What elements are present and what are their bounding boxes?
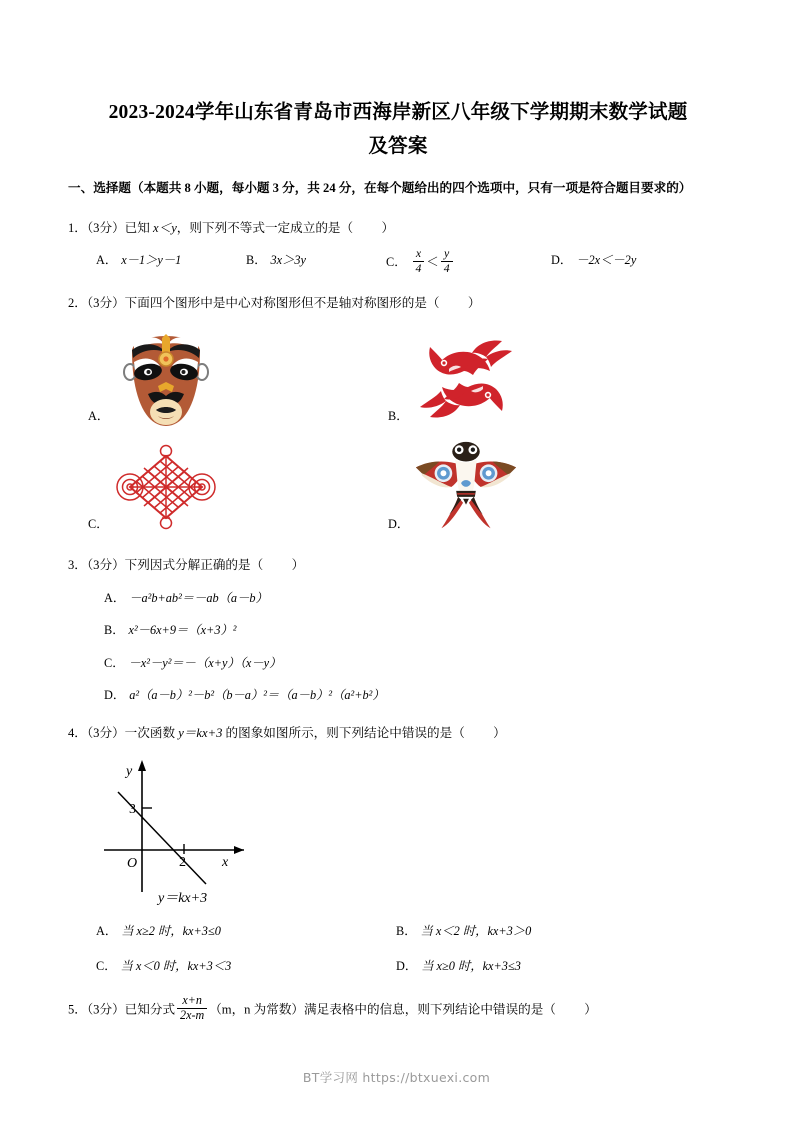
- q1-option-b-text: 3x＞3y: [270, 253, 307, 268]
- q1-math: x＜y: [153, 221, 177, 236]
- q2-figure-c-label: C．: [88, 517, 109, 532]
- q1-option-d[interactable]: [551, 249, 636, 272]
- q3-option-b-label: B．: [104, 623, 125, 638]
- q5-text-before: 已知分式: [124, 1002, 176, 1017]
- chinese-knot-icon: [112, 435, 220, 539]
- q4-option-a[interactable]: [96, 920, 396, 943]
- q4-text-before: 一次函数: [124, 726, 179, 741]
- q1-frac-relation: ＜: [426, 255, 439, 270]
- page-title: [68, 96, 728, 164]
- svg-text:2: 2: [179, 855, 186, 871]
- q3-option-d-label: D．: [104, 687, 126, 702]
- title-line-1: 2023-2024学年山东省青岛市西海岸新区八年级下学期期末数学试题: [108, 102, 688, 123]
- q4-option-c-text: 当 x＜0 时，kx+3＜3: [120, 958, 232, 973]
- q4-option-d-text: 当 x≥0 时，kx+3≤3: [421, 958, 521, 973]
- section-header: 一、选择题（本题共 8 小题，每小题 3 分，共 24 分，在每个题给出的四个选项中，只有一项是符合题目要求的）: [68, 181, 692, 196]
- q3-option-a-text: －a²b+ab²＝－ab（a－b）: [129, 590, 268, 605]
- swallow-kite-icon: [412, 435, 520, 539]
- peking-opera-mask-icon: [112, 327, 220, 431]
- q1-option-b[interactable]: [246, 249, 386, 272]
- q2-paren-close: ）: [467, 296, 481, 311]
- question-4-stem: [68, 721, 728, 746]
- q1-frac2-num: y: [441, 247, 453, 262]
- question-4: [68, 721, 728, 978]
- q2-figure-a[interactable]: [88, 323, 388, 431]
- svg-text:y: y: [126, 764, 133, 780]
- page-content: [68, 96, 728, 1025]
- q1-frac2-den: 4: [443, 260, 450, 275]
- q1-option-c[interactable]: [386, 246, 551, 277]
- q1-option-c-frac-1: [413, 247, 425, 275]
- q1-option-c-frac-2: [441, 247, 453, 275]
- q3-option-d-text: a²（a－b）²－b²（b－a）²＝（a－b）²（a²+b²）: [129, 687, 385, 702]
- q4-score: （3分）: [86, 726, 125, 741]
- q5-frac-denominator: 2x-m: [180, 1008, 205, 1023]
- q2-figure-d[interactable]: [388, 431, 688, 539]
- q1-text-before: 已知: [124, 221, 154, 236]
- q4-option-d[interactable]: [396, 955, 696, 978]
- q2-figure-c[interactable]: [88, 431, 388, 539]
- q1-option-a[interactable]: [96, 249, 246, 272]
- title-line-2: 及答案: [368, 136, 428, 158]
- q4-option-b-text: 当 x＜2 时，kx+3＞0: [420, 924, 532, 939]
- q3-option-d[interactable]: [104, 684, 728, 707]
- q4-math: y＝kx+3: [178, 726, 223, 741]
- q3-score: （3分）: [86, 557, 125, 572]
- question-1: [68, 216, 728, 277]
- q1-option-c-label: C．: [386, 255, 407, 270]
- q2-figure-b[interactable]: [388, 323, 688, 431]
- question-1-stem: [68, 216, 728, 241]
- q1-frac1-den: 4: [415, 260, 422, 275]
- q4-option-a-text: 当 x≥2 时，kx+3≤0: [121, 924, 221, 939]
- q1-frac1-num: x: [413, 247, 425, 262]
- q3-option-b-text: x²－6x+9＝（x+3）²: [128, 623, 237, 638]
- q1-option-d-label: D．: [551, 253, 573, 268]
- svg-text:O: O: [127, 856, 138, 872]
- q3-option-c-label: C．: [104, 655, 125, 670]
- q2-text: 下面四个图形中是中心对称图形但不是轴对称图形的是（: [124, 296, 440, 311]
- question-3: [68, 553, 728, 708]
- question-4-graph: [68, 750, 728, 914]
- q1-option-b-label: B．: [246, 253, 267, 268]
- question-3-options: [68, 587, 728, 707]
- q1-number: 1．: [68, 221, 87, 236]
- q4-paren-close: ）: [493, 726, 506, 741]
- q3-option-c-text: －x²－y²＝－（x+y）（x－y）: [128, 655, 282, 670]
- q2-figure-a-label: A．: [88, 409, 110, 424]
- q4-option-c-label: C．: [96, 958, 117, 973]
- q5-paren-close: ）: [584, 1002, 597, 1017]
- question-2-figures: [68, 323, 728, 539]
- q4-option-a-label: A．: [96, 924, 118, 939]
- q4-number: 4．: [68, 726, 87, 741]
- q2-figure-b-label: B．: [388, 409, 409, 424]
- q4-text-after: 的图象如图所示，则下列结论中错误的是（: [222, 726, 465, 741]
- q3-option-a[interactable]: [104, 587, 728, 610]
- question-4-options: [68, 920, 728, 978]
- q1-option-a-text: x－1＞y－1: [121, 253, 182, 268]
- q4-option-c[interactable]: [96, 955, 396, 978]
- q3-option-a-label: A．: [104, 590, 126, 605]
- svg-text:3: 3: [129, 802, 136, 818]
- q2-score: （3分）: [86, 296, 125, 311]
- q3-paren-close: ）: [291, 557, 305, 572]
- question-5-stem: [68, 993, 728, 1025]
- question-2-stem: [68, 291, 728, 316]
- svg-text:x: x: [222, 855, 229, 871]
- q5-frac-numerator: x+n: [177, 994, 207, 1009]
- footer-watermark: BT学习网 https://btxuexi.com: [302, 1070, 491, 1085]
- q1-option-a-label: A．: [96, 253, 118, 268]
- q1-score: （3分）: [86, 221, 125, 236]
- q1-paren-close: ）: [381, 221, 395, 236]
- q5-score: （3分）: [86, 1002, 125, 1017]
- q3-option-b[interactable]: [104, 619, 728, 642]
- svg-text:y＝kx+3: y＝kx+3: [158, 891, 208, 906]
- q3-number: 3．: [68, 557, 87, 572]
- q2-figure-d-label: D．: [388, 517, 410, 532]
- q5-text-after: （m，n 为常数）满足表格中的信息，则下列结论中错误的是（: [209, 1002, 556, 1017]
- q4-option-b[interactable]: [396, 920, 696, 943]
- question-3-stem: [68, 553, 728, 578]
- question-1-options: [68, 246, 728, 277]
- q1-option-d-text: －2x＜－2y: [576, 253, 637, 268]
- question-5: [68, 993, 728, 1025]
- q3-option-c[interactable]: [104, 652, 728, 675]
- q4-option-d-label: D．: [396, 958, 418, 973]
- q2-number: 2．: [68, 296, 87, 311]
- q5-number: 5．: [68, 1002, 87, 1017]
- question-2: [68, 291, 728, 538]
- q5-fraction: [177, 994, 207, 1023]
- q3-text: 下列因式分解正确的是（: [124, 557, 264, 572]
- q4-option-b-label: B．: [396, 924, 417, 939]
- paper-cut-fish-icon: [412, 327, 520, 431]
- q1-text-after: ，则下列不等式一定成立的是（: [176, 221, 354, 236]
